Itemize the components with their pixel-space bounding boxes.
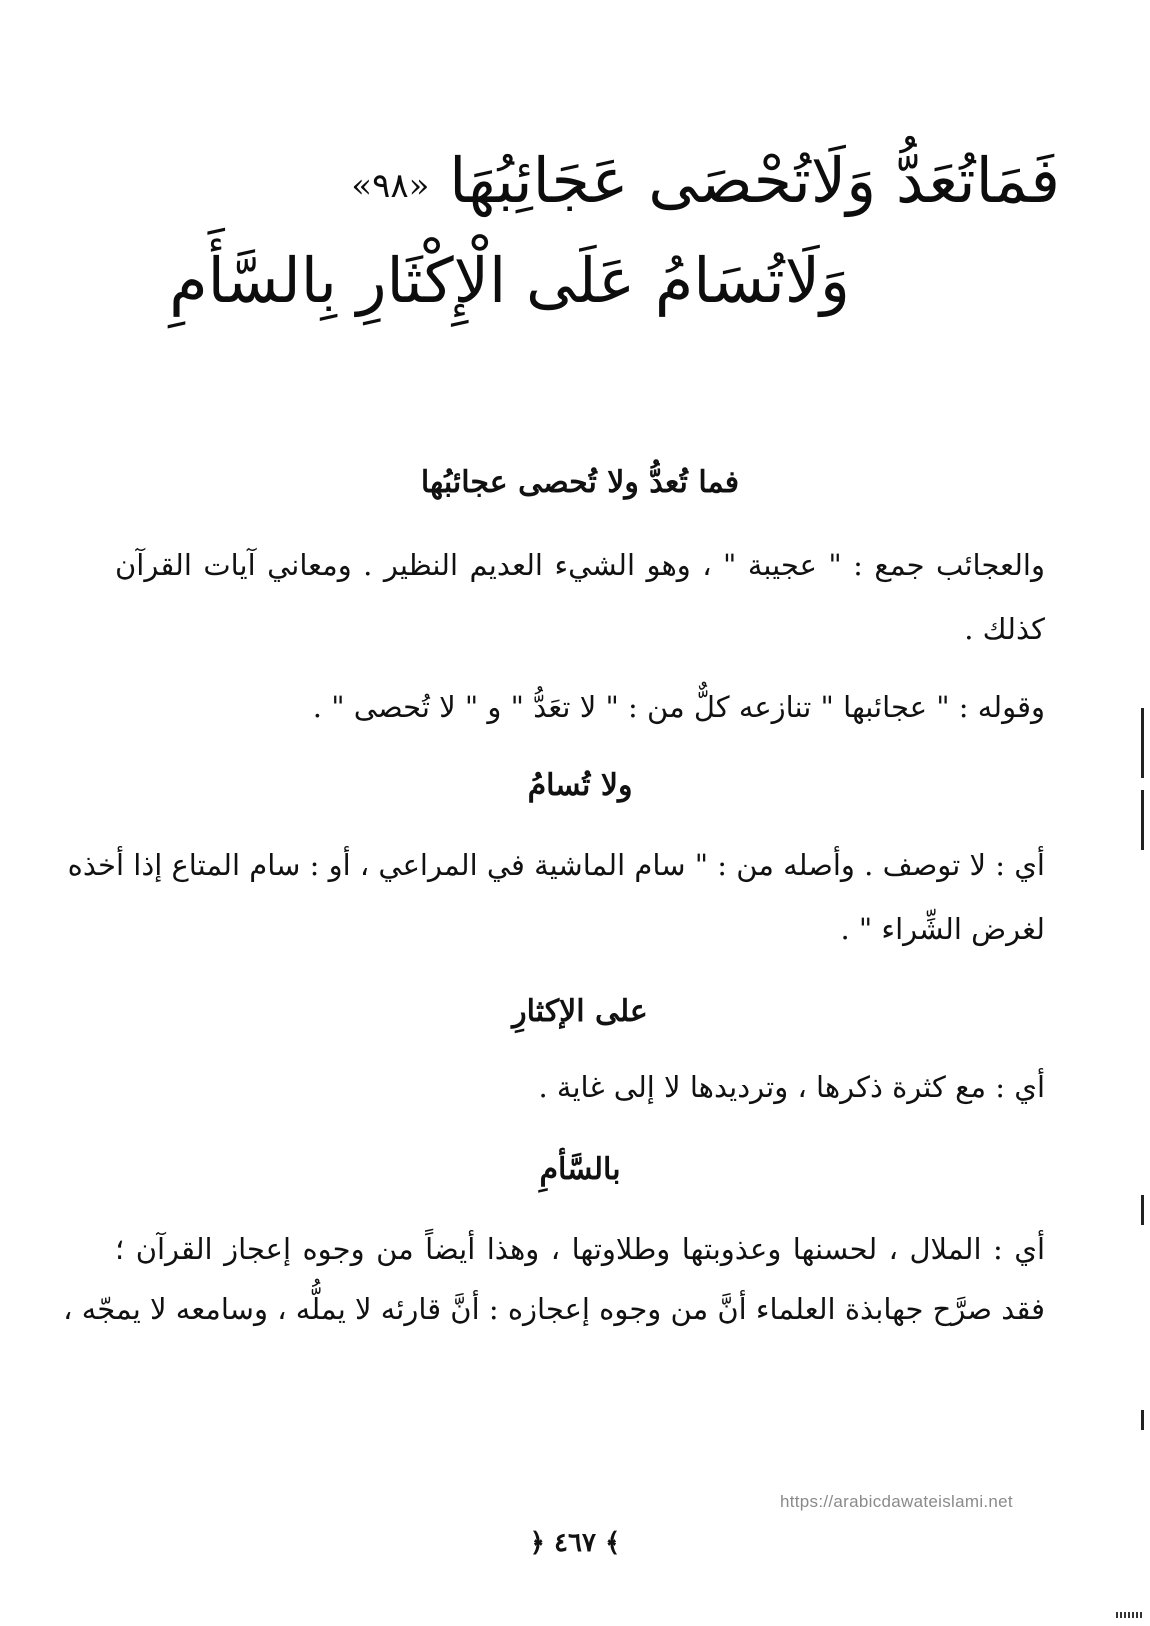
- verse-number: «٩٨»: [351, 165, 430, 206]
- paragraph-line: أي : الملال ، لحسنها وعذوبتها وطلاوتها ، وهذا أيضاً من وجوه إعجاز القرآن ؛: [115, 1232, 1045, 1266]
- paragraph-line: وقوله : " عجائبها " تنازعه كلٌّ من : " لا تعَدُّ " و " لا تُحصى " .: [312, 690, 1045, 724]
- watermark-url: https://arabicdawateislami.net: [780, 1492, 1013, 1511]
- verse-line-2: وَلَاتُسَامُ عَلَى الْإِكْثَارِ بِالسَّأَمِ: [169, 244, 850, 317]
- paragraph-line: لغرض الشِّراء " .: [840, 912, 1045, 946]
- section-heading-2: ولا تُسامُ: [527, 768, 633, 803]
- paragraph-line: فقد صرَّح جهابذة العلماء أنَّ من وجوه إعجازه : أنَّ قارئه لا يملُّه ، وسامعه لا يمجّه ،: [63, 1292, 1045, 1326]
- scan-corner-mark: [1116, 1612, 1144, 1618]
- scan-edge-mark: [1141, 790, 1144, 850]
- section-heading-3: على الإكثارِ: [512, 994, 648, 1029]
- paragraph-line: والعجائب جمع : " عجيبة " ، وهو الشيء العديم النظير . ومعاني آيات القرآن: [115, 548, 1045, 582]
- scan-edge-mark: [1141, 1410, 1144, 1430]
- scan-edge-mark: [1141, 1195, 1144, 1225]
- page-number: ﴿ ٤٦٧ ﴾: [529, 1528, 621, 1558]
- paragraph-line: أي : لا توصف . وأصله من : " سام الماشية في المراعي ، أو : سام المتاع إذا أخذه: [67, 848, 1045, 882]
- scan-edge-mark: [1141, 708, 1144, 778]
- verse-text-1: فَمَاتُعَدُّ وَلَاتُحْصَى عَجَائِبُهَا: [449, 144, 1060, 217]
- verse-line-1: [200, 144, 1060, 217]
- section-heading-4: بالسَّأمِ: [539, 1152, 621, 1187]
- section-heading-1: فما تُعدُّ ولا تُحصى عجائبُها: [420, 465, 740, 500]
- paragraph-line: كذلك .: [964, 612, 1045, 646]
- paragraph-line: أي : مع كثرة ذكرها ، وترديدها لا إلى غاية .: [538, 1070, 1045, 1104]
